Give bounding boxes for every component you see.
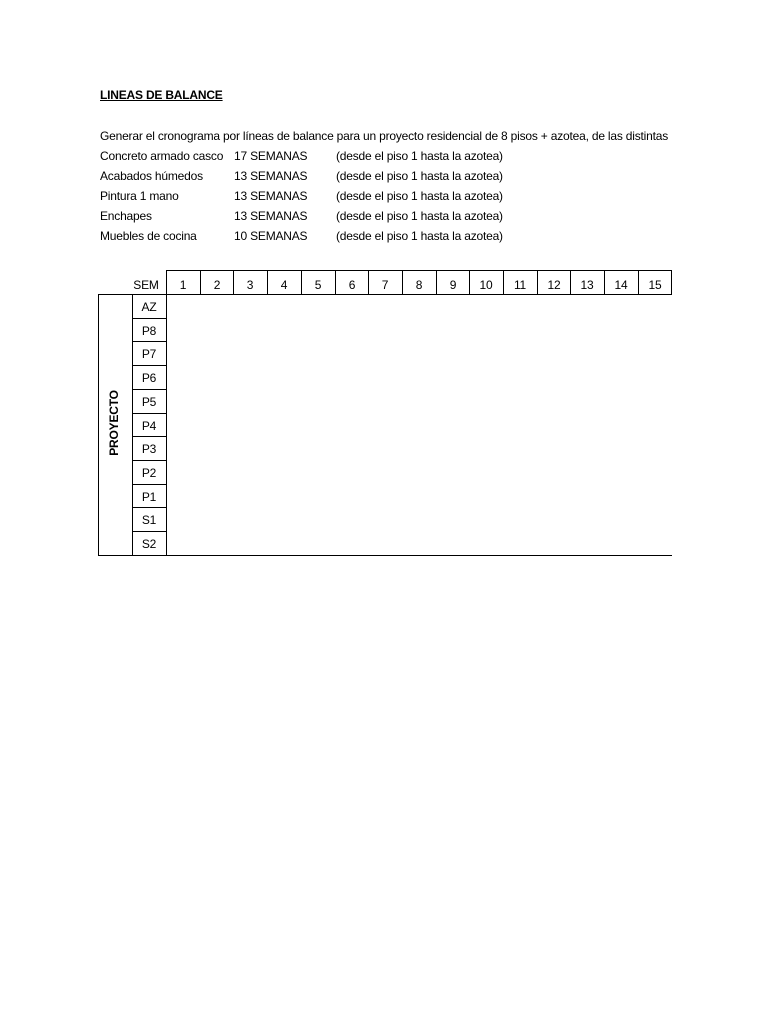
task-duration: 10 SEMANAS (234, 229, 308, 243)
intro-text: Generar el cronograma por líneas de balance para un proyecto residencial de 8 pisos + azotea, de las distintas (100, 129, 669, 143)
floor-label-p1: P1 (141, 490, 157, 504)
header-top-border (166, 270, 672, 271)
floor-label-s1: S1 (141, 513, 157, 527)
floor-row-divider (132, 507, 166, 508)
floor-row-divider (132, 413, 166, 414)
week-header-4: 4 (280, 278, 288, 292)
task-duration: 13 SEMANAS (234, 189, 308, 203)
week-header-14: 14 (614, 278, 628, 292)
task-note: (desde el piso 1 hasta la azotea) (336, 169, 503, 183)
week-header-1: 1 (179, 278, 187, 292)
floor-row-divider (132, 484, 166, 485)
sem-header-label: SEM (133, 278, 159, 292)
week-header-5: 5 (314, 278, 322, 292)
task-duration: 13 SEMANAS (234, 169, 308, 183)
floor-row-divider (132, 389, 166, 390)
floor-label-p3: P3 (141, 442, 157, 456)
floor-row-divider (132, 365, 166, 366)
floor-row-divider (132, 341, 166, 342)
week-header-11: 11 (513, 278, 527, 292)
floor-label-s2: S2 (141, 537, 157, 551)
week-header-10: 10 (479, 278, 493, 292)
task-duration: 13 SEMANAS (234, 209, 308, 223)
week-header-13: 13 (580, 278, 594, 292)
proyecto-left-border (98, 294, 99, 555)
task-note: (desde el piso 1 hasta la azotea) (336, 189, 503, 203)
task-name: Concreto armado casco (100, 149, 224, 163)
floor-label-p6: P6 (141, 371, 157, 385)
task-note: (desde el piso 1 hasta la azotea) (336, 209, 503, 223)
grid-bottom-border (98, 555, 672, 556)
proyecto-vertical-label: PROYECTO (107, 390, 121, 456)
floor-label-az: AZ (141, 300, 157, 314)
task-name: Muebles de cocina (100, 229, 197, 243)
floor-label-p4: P4 (141, 419, 157, 433)
floor-row-divider (132, 318, 166, 319)
floor-row-divider (132, 436, 166, 437)
task-name: Enchapes (100, 209, 152, 223)
floor-label-p5: P5 (141, 395, 157, 409)
week-header-12: 12 (547, 278, 561, 292)
week-header-15: 15 (648, 278, 662, 292)
task-name: Pintura 1 mano (100, 189, 179, 203)
week-header-3: 3 (246, 278, 254, 292)
week-header-8: 8 (415, 278, 423, 292)
task-note: (desde el piso 1 hasta la azotea) (336, 149, 503, 163)
week-header-9: 9 (449, 278, 457, 292)
floor-label-p8: P8 (141, 324, 157, 338)
task-note: (desde el piso 1 hasta la azotea) (336, 229, 503, 243)
task-name: Acabados húmedos (100, 169, 203, 183)
week-header-7: 7 (381, 278, 389, 292)
floor-row-divider (132, 531, 166, 532)
task-duration: 17 SEMANAS (234, 149, 308, 163)
document-title: LINEAS DE BALANCE (100, 88, 223, 102)
floor-label-p7: P7 (141, 347, 157, 361)
week-header-2: 2 (213, 278, 221, 292)
header-bottom-border (98, 294, 672, 295)
week-header-6: 6 (348, 278, 356, 292)
floor-column-right-border (166, 294, 167, 555)
floor-row-divider (132, 460, 166, 461)
floor-label-p2: P2 (141, 466, 157, 480)
